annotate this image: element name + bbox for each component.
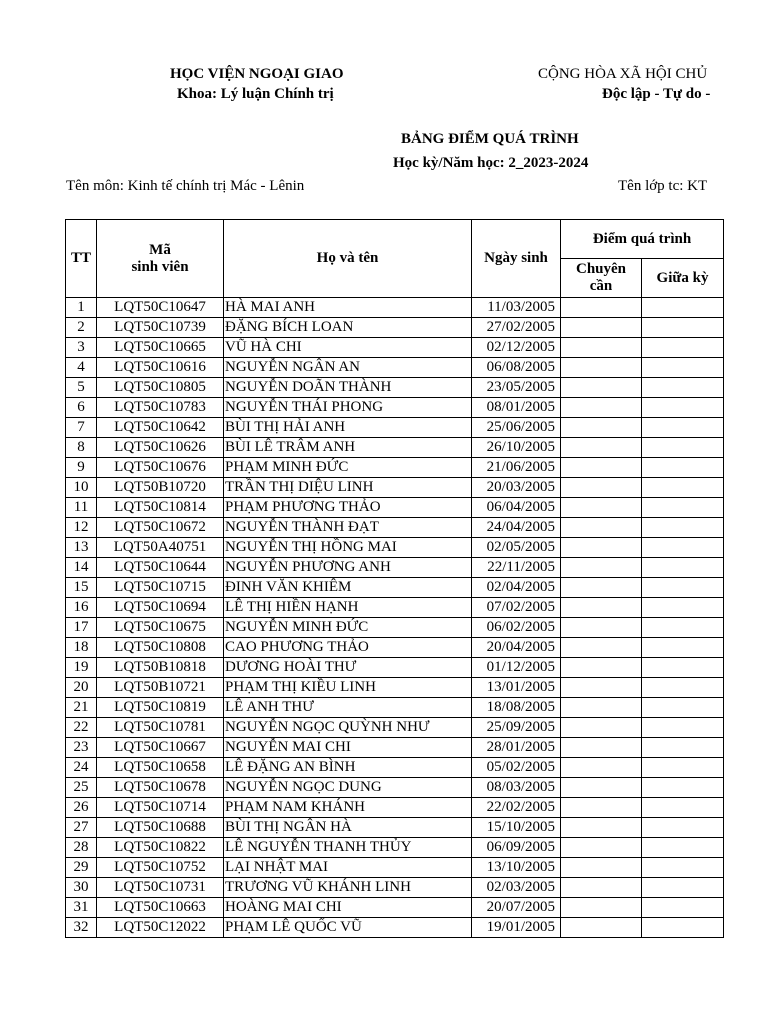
student-name: NGUYỄN NGỌC DUNG xyxy=(224,778,472,798)
attendance-score-cell[interactable] xyxy=(561,918,642,938)
attendance-score-cell[interactable] xyxy=(561,498,642,518)
header-attendance-line2: cần xyxy=(589,278,613,294)
grade-table-body xyxy=(66,298,724,938)
midterm-score-cell[interactable] xyxy=(642,678,724,698)
midterm-score-cell[interactable] xyxy=(642,438,724,458)
row-number: 4 xyxy=(66,358,97,378)
student-id: LQT50C10808 xyxy=(97,638,224,658)
table-row xyxy=(66,758,724,778)
student-name: CAO PHƯƠNG THẢO xyxy=(224,638,472,658)
table-row xyxy=(66,338,724,358)
attendance-score-cell[interactable] xyxy=(561,558,642,578)
table-row xyxy=(66,438,724,458)
student-id: LQT50C10814 xyxy=(97,498,224,518)
student-name: LÊ ĐẶNG AN BÌNH xyxy=(224,758,472,778)
attendance-score-cell[interactable] xyxy=(561,418,642,438)
row-number: 28 xyxy=(66,838,97,858)
attendance-score-cell[interactable] xyxy=(561,878,642,898)
student-id: LQT50B10818 xyxy=(97,658,224,678)
student-id: LQT50C10678 xyxy=(97,778,224,798)
midterm-score-cell[interactable] xyxy=(642,458,724,478)
student-name: HÀ MAI ANH xyxy=(224,298,472,318)
date-of-birth: 22/11/2005 xyxy=(472,558,561,578)
midterm-score-cell[interactable] xyxy=(642,658,724,678)
midterm-score-cell[interactable] xyxy=(642,338,724,358)
student-name: BÙI THỊ HẢI ANH xyxy=(224,418,472,438)
course-name: Tên môn: Kinh tế chính trị Mác - Lênin xyxy=(66,178,305,194)
student-name: NGUYỄN THỊ HỒNG MAI xyxy=(224,538,472,558)
student-id: LQT50C10644 xyxy=(97,558,224,578)
attendance-score-cell[interactable] xyxy=(561,838,642,858)
date-of-birth: 06/04/2005 xyxy=(472,498,561,518)
attendance-score-cell[interactable] xyxy=(561,538,642,558)
table-row xyxy=(66,418,724,438)
student-id: LQT50C10672 xyxy=(97,518,224,538)
date-of-birth: 08/03/2005 xyxy=(472,778,561,798)
student-name: LẠI NHẬT MAI xyxy=(224,858,472,878)
row-number: 10 xyxy=(66,478,97,498)
row-number: 5 xyxy=(66,378,97,398)
row-number: 31 xyxy=(66,898,97,918)
midterm-score-cell[interactable] xyxy=(642,898,724,918)
row-number: 24 xyxy=(66,758,97,778)
row-number: 20 xyxy=(66,678,97,698)
attendance-score-cell[interactable] xyxy=(561,898,642,918)
date-of-birth: 20/04/2005 xyxy=(472,638,561,658)
date-of-birth: 25/09/2005 xyxy=(472,718,561,738)
faculty-label: Khoa: Lý luận Chính trị xyxy=(177,86,334,102)
row-number: 14 xyxy=(66,558,97,578)
date-of-birth: 01/12/2005 xyxy=(472,658,561,678)
table-row xyxy=(66,838,724,858)
student-id: LQT50C10805 xyxy=(97,378,224,398)
row-number: 26 xyxy=(66,798,97,818)
midterm-score-cell[interactable] xyxy=(642,358,724,378)
table-row xyxy=(66,478,724,498)
midterm-score-cell[interactable] xyxy=(642,398,724,418)
attendance-score-cell[interactable] xyxy=(561,778,642,798)
student-name: LÊ NGUYỄN THANH THỦY xyxy=(224,838,472,858)
term-label: Học kỳ/Năm học: 2_2023-2024 xyxy=(393,155,589,171)
date-of-birth: 02/04/2005 xyxy=(472,578,561,598)
header-student-id xyxy=(97,220,224,298)
student-name: HOÀNG MAI CHI xyxy=(224,898,472,918)
date-of-birth: 18/08/2005 xyxy=(472,698,561,718)
date-of-birth: 05/02/2005 xyxy=(472,758,561,778)
national-motto: Độc lập - Tự do - xyxy=(602,86,711,102)
table-row xyxy=(66,398,724,418)
student-id: LQT50C10739 xyxy=(97,318,224,338)
attendance-score-cell[interactable] xyxy=(561,578,642,598)
header-tt: TT xyxy=(66,220,97,298)
table-row xyxy=(66,798,724,818)
midterm-score-cell[interactable] xyxy=(642,738,724,758)
date-of-birth: 08/01/2005 xyxy=(472,398,561,418)
student-name: TRƯƠNG VŨ KHÁNH LINH xyxy=(224,878,472,898)
attendance-score-cell[interactable] xyxy=(561,338,642,358)
date-of-birth: 06/09/2005 xyxy=(472,838,561,858)
attendance-score-cell[interactable] xyxy=(561,618,642,638)
midterm-score-cell[interactable] xyxy=(642,318,724,338)
table-row xyxy=(66,858,724,878)
table-row xyxy=(66,778,724,798)
student-id: LQT50C10822 xyxy=(97,838,224,858)
midterm-score-cell[interactable] xyxy=(642,878,724,898)
table-row xyxy=(66,658,724,678)
student-id: LQT50C10667 xyxy=(97,738,224,758)
midterm-score-cell[interactable] xyxy=(642,498,724,518)
table-row xyxy=(66,558,724,578)
student-id: LQT50C10642 xyxy=(97,418,224,438)
date-of-birth: 22/02/2005 xyxy=(472,798,561,818)
row-number: 23 xyxy=(66,738,97,758)
student-id: LQT50C10663 xyxy=(97,898,224,918)
midterm-score-cell[interactable] xyxy=(642,698,724,718)
header-attendance xyxy=(561,259,642,298)
student-id: LQT50C10676 xyxy=(97,458,224,478)
date-of-birth: 21/06/2005 xyxy=(472,458,561,478)
student-name: PHẠM LÊ QUỐC VŨ xyxy=(224,918,472,938)
table-row xyxy=(66,578,724,598)
table-row xyxy=(66,638,724,658)
table-row xyxy=(66,618,724,638)
student-name: BÙI LÊ TRÂM ANH xyxy=(224,438,472,458)
header-student-id-line1: Mã xyxy=(149,241,171,258)
date-of-birth: 26/10/2005 xyxy=(472,438,561,458)
table-row xyxy=(66,918,724,938)
attendance-score-cell[interactable] xyxy=(561,298,642,318)
date-of-birth: 20/07/2005 xyxy=(472,898,561,918)
date-of-birth: 02/05/2005 xyxy=(472,538,561,558)
student-name: NGUYỄN MINH ĐỨC xyxy=(224,618,472,638)
attendance-score-cell[interactable] xyxy=(561,318,642,338)
student-name: ĐẶNG BÍCH LOAN xyxy=(224,318,472,338)
document-title: BẢNG ĐIỂM QUÁ TRÌNH xyxy=(401,131,579,147)
table-row xyxy=(66,698,724,718)
student-name: PHẠM MINH ĐỨC xyxy=(224,458,472,478)
header-attendance-line1: Chuyên xyxy=(575,261,627,277)
attendance-score-cell[interactable] xyxy=(561,698,642,718)
row-number: 27 xyxy=(66,818,97,838)
student-name: DƯƠNG HOÀI THƯ xyxy=(224,658,472,678)
student-id: LQT50C12022 xyxy=(97,918,224,938)
attendance-score-cell[interactable] xyxy=(561,658,642,678)
student-name: ĐINH VĂN KHIÊM xyxy=(224,578,472,598)
midterm-score-cell[interactable] xyxy=(642,858,724,878)
midterm-score-cell[interactable] xyxy=(642,298,724,318)
student-name: NGUYỄN NGÂN AN xyxy=(224,358,472,378)
row-number: 8 xyxy=(66,438,97,458)
row-number: 13 xyxy=(66,538,97,558)
header-student-id-line2: sinh viên xyxy=(131,258,189,275)
table-row xyxy=(66,878,724,898)
attendance-score-cell[interactable] xyxy=(561,718,642,738)
row-number: 6 xyxy=(66,398,97,418)
row-number: 19 xyxy=(66,658,97,678)
student-id: LQT50C10819 xyxy=(97,698,224,718)
midterm-score-cell[interactable] xyxy=(642,718,724,738)
header-midterm: Giữa kỳ xyxy=(642,259,724,298)
row-number: 7 xyxy=(66,418,97,438)
student-id: LQT50B10721 xyxy=(97,678,224,698)
attendance-score-cell[interactable] xyxy=(561,438,642,458)
student-id: LQT50C10626 xyxy=(97,438,224,458)
student-name: BÙI THỊ NGÂN HÀ xyxy=(224,818,472,838)
attendance-score-cell[interactable] xyxy=(561,798,642,818)
row-number: 30 xyxy=(66,878,97,898)
attendance-score-cell[interactable] xyxy=(561,758,642,778)
student-name: NGUYỄN THÀNH ĐẠT xyxy=(224,518,472,538)
table-row xyxy=(66,378,724,398)
student-id: LQT50C10783 xyxy=(97,398,224,418)
table-row xyxy=(66,678,724,698)
table-row xyxy=(66,738,724,758)
header-date-of-birth: Ngày sinh xyxy=(472,220,561,298)
midterm-score-cell[interactable] xyxy=(642,818,724,838)
midterm-score-cell[interactable] xyxy=(642,618,724,638)
student-id: LQT50C10752 xyxy=(97,858,224,878)
date-of-birth: 06/02/2005 xyxy=(472,618,561,638)
table-row xyxy=(66,818,724,838)
midterm-score-cell[interactable] xyxy=(642,638,724,658)
student-id: LQT50C10658 xyxy=(97,758,224,778)
row-number: 29 xyxy=(66,858,97,878)
attendance-score-cell[interactable] xyxy=(561,518,642,538)
table-row xyxy=(66,898,724,918)
midterm-score-cell[interactable] xyxy=(642,518,724,538)
date-of-birth: 02/03/2005 xyxy=(472,878,561,898)
midterm-score-cell[interactable] xyxy=(642,578,724,598)
date-of-birth: 24/04/2005 xyxy=(472,518,561,538)
table-row xyxy=(66,498,724,518)
row-number: 22 xyxy=(66,718,97,738)
attendance-score-cell[interactable] xyxy=(561,598,642,618)
table-row xyxy=(66,358,724,378)
student-name: NGUYỄN MAI CHI xyxy=(224,738,472,758)
attendance-score-cell[interactable] xyxy=(561,818,642,838)
student-id: LQT50B10720 xyxy=(97,478,224,498)
student-name: PHẠM NAM KHÁNH xyxy=(224,798,472,818)
grade-table xyxy=(65,219,724,938)
student-id: LQT50C10714 xyxy=(97,798,224,818)
date-of-birth: 19/01/2005 xyxy=(472,918,561,938)
row-number: 15 xyxy=(66,578,97,598)
date-of-birth: 27/02/2005 xyxy=(472,318,561,338)
attendance-score-cell[interactable] xyxy=(561,378,642,398)
student-name: LÊ THỊ HIỀN HẠNH xyxy=(224,598,472,618)
attendance-score-cell[interactable] xyxy=(561,638,642,658)
student-id: LQT50C10694 xyxy=(97,598,224,618)
table-row xyxy=(66,718,724,738)
date-of-birth: 07/02/2005 xyxy=(472,598,561,618)
midterm-score-cell[interactable] xyxy=(642,478,724,498)
attendance-score-cell[interactable] xyxy=(561,738,642,758)
midterm-score-cell[interactable] xyxy=(642,558,724,578)
student-name: PHẠM THỊ KIỀU LINH xyxy=(224,678,472,698)
student-id: LQT50C10715 xyxy=(97,578,224,598)
table-row xyxy=(66,518,724,538)
row-number: 2 xyxy=(66,318,97,338)
row-number: 18 xyxy=(66,638,97,658)
student-id: LQT50A40751 xyxy=(97,538,224,558)
student-id: LQT50C10675 xyxy=(97,618,224,638)
row-number: 1 xyxy=(66,298,97,318)
row-number: 12 xyxy=(66,518,97,538)
row-number: 25 xyxy=(66,778,97,798)
date-of-birth: 02/12/2005 xyxy=(472,338,561,358)
student-id: LQT50C10731 xyxy=(97,878,224,898)
attendance-score-cell[interactable] xyxy=(561,358,642,378)
student-name: TRẦN THỊ DIỆU LINH xyxy=(224,478,472,498)
student-id: LQT50C10665 xyxy=(97,338,224,358)
date-of-birth: 25/06/2005 xyxy=(472,418,561,438)
student-name: NGUYỄN DOÃN THÀNH xyxy=(224,378,472,398)
attendance-score-cell[interactable] xyxy=(561,458,642,478)
date-of-birth: 28/01/2005 xyxy=(472,738,561,758)
table-row xyxy=(66,458,724,478)
student-id: LQT50C10616 xyxy=(97,358,224,378)
midterm-score-cell[interactable] xyxy=(642,918,724,938)
student-id: LQT50C10781 xyxy=(97,718,224,738)
row-number: 11 xyxy=(66,498,97,518)
date-of-birth: 15/10/2005 xyxy=(472,818,561,838)
table-row xyxy=(66,538,724,558)
attendance-score-cell[interactable] xyxy=(561,678,642,698)
attendance-score-cell[interactable] xyxy=(561,478,642,498)
attendance-score-cell[interactable] xyxy=(561,858,642,878)
student-name: NGUYỄN PHƯƠNG ANH xyxy=(224,558,472,578)
date-of-birth: 11/03/2005 xyxy=(472,298,561,318)
student-name: NGUYỄN THÁI PHONG xyxy=(224,398,472,418)
student-name: NGUYỄN NGỌC QUỲNH NHƯ xyxy=(224,718,472,738)
republic-heading: CỘNG HÒA XÃ HỘI CHỦ xyxy=(538,66,708,82)
midterm-score-cell[interactable] xyxy=(642,418,724,438)
midterm-score-cell[interactable] xyxy=(642,538,724,558)
attendance-score-cell[interactable] xyxy=(561,398,642,418)
midterm-score-cell[interactable] xyxy=(642,758,724,778)
date-of-birth: 23/05/2005 xyxy=(472,378,561,398)
student-id: LQT50C10647 xyxy=(97,298,224,318)
date-of-birth: 20/03/2005 xyxy=(472,478,561,498)
table-row xyxy=(66,318,724,338)
midterm-score-cell[interactable] xyxy=(642,778,724,798)
date-of-birth: 13/10/2005 xyxy=(472,858,561,878)
row-number: 3 xyxy=(66,338,97,358)
row-number: 17 xyxy=(66,618,97,638)
date-of-birth: 13/01/2005 xyxy=(472,678,561,698)
student-name: LÊ ANH THƯ xyxy=(224,698,472,718)
midterm-score-cell[interactable] xyxy=(642,838,724,858)
midterm-score-cell[interactable] xyxy=(642,378,724,398)
student-name: PHẠM PHƯƠNG THẢO xyxy=(224,498,472,518)
student-name: VŨ HÀ CHI xyxy=(224,338,472,358)
student-id: LQT50C10688 xyxy=(97,818,224,838)
midterm-score-cell[interactable] xyxy=(642,798,724,818)
header-full-name: Họ và tên xyxy=(224,220,472,298)
row-number: 32 xyxy=(66,918,97,938)
midterm-score-cell[interactable] xyxy=(642,598,724,618)
row-number: 9 xyxy=(66,458,97,478)
class-name: Tên lớp tc: KT xyxy=(618,178,708,194)
header-process-score: Điểm quá trình xyxy=(561,220,724,259)
row-number: 16 xyxy=(66,598,97,618)
table-row xyxy=(66,298,724,318)
table-row xyxy=(66,598,724,618)
row-number: 21 xyxy=(66,698,97,718)
date-of-birth: 06/08/2005 xyxy=(472,358,561,378)
institution-name: HỌC VIỆN NGOẠI GIAO xyxy=(170,66,344,82)
